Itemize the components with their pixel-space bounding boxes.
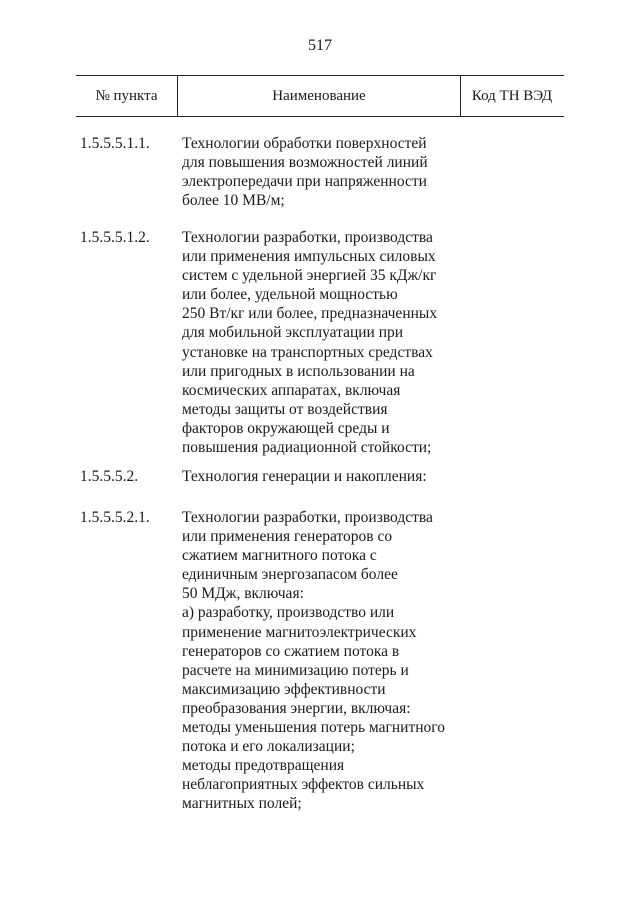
- entry-line: Технологии обработки поверхностей: [182, 135, 427, 152]
- page-number: 517: [308, 37, 332, 54]
- header-item-number: № пункта: [95, 88, 158, 104]
- entry-line: потока и его локализации;: [182, 738, 355, 756]
- entry-number: 1.5.5.5.2.: [80, 468, 139, 485]
- entry-line: расчете на минимизацию потерь и: [182, 661, 409, 679]
- entry-line: повышения радиационной стойкости;: [182, 439, 432, 457]
- entry-line: Технологии разработки, производства: [182, 229, 433, 246]
- entry-line: или применения импульсных силовых: [182, 248, 436, 266]
- entry-line: или более, удельной мощностью: [182, 286, 398, 304]
- entry-line: методы уменьшения потерь магнитного: [182, 719, 446, 737]
- entry-text: [182, 508, 445, 814]
- entry-text: [182, 228, 437, 457]
- entry-line: методы защиты от воздействия: [182, 400, 388, 418]
- entry-line: генераторов со сжатием потока в: [182, 642, 400, 660]
- entry-line: или пригодных в использовании на: [182, 362, 415, 380]
- entry-number: 1.5.5.5.1.2.: [80, 229, 150, 246]
- entry-line: установке на транспортных средствах: [182, 343, 433, 361]
- entry-line: факторов окружающей среды и: [182, 419, 390, 437]
- entry-line: космических аппаратах, включая: [182, 381, 401, 399]
- entry-line: неблагоприятных эффектов сильных: [182, 776, 425, 794]
- entry-number: 1.5.5.5.1.1.: [80, 135, 150, 152]
- entry-text: [182, 134, 428, 210]
- entry-line: 250 Вт/кг или более, предназначенных: [182, 305, 438, 323]
- entry-line: магнитных полей;: [182, 795, 302, 813]
- entry-line: 50 МДж, включая:: [182, 585, 304, 603]
- entry-number: 1.5.5.5.2.1.: [80, 509, 150, 526]
- entry-line: сжатием магнитного потока с: [182, 547, 377, 565]
- entry-line: электропередачи при напряженности: [182, 173, 427, 191]
- entry-line: более 10 МВ/м;: [182, 192, 285, 210]
- header-name: Наименование: [177, 76, 461, 116]
- header-tn-ved-code: Код ТН ВЭД: [471, 88, 553, 104]
- entry-line: методы предотвращения: [182, 757, 345, 775]
- entry-line: максимизацию эффективности: [182, 680, 386, 698]
- entry-line: систем с удельной энергией 35 кДж/кг: [182, 267, 437, 285]
- entry-line: Технологии разработки, производства: [182, 509, 433, 526]
- table-header: [76, 75, 564, 117]
- entry-line: а) разработку, производство или: [182, 604, 395, 622]
- entry-text: [182, 467, 427, 486]
- entry-line: единичным энергозапасом более: [182, 566, 398, 584]
- entry-line: применение магнитоэлектрических: [182, 623, 417, 641]
- entry-line: Технология генерации и накопления:: [182, 468, 427, 485]
- entry-line: или применения генераторов со: [182, 528, 393, 546]
- entry-line: для повышения возможностей линий: [182, 154, 428, 172]
- entry-line: преобразования энергии, включая:: [182, 699, 411, 717]
- entry-line: для мобильной эксплуатации при: [182, 324, 404, 342]
